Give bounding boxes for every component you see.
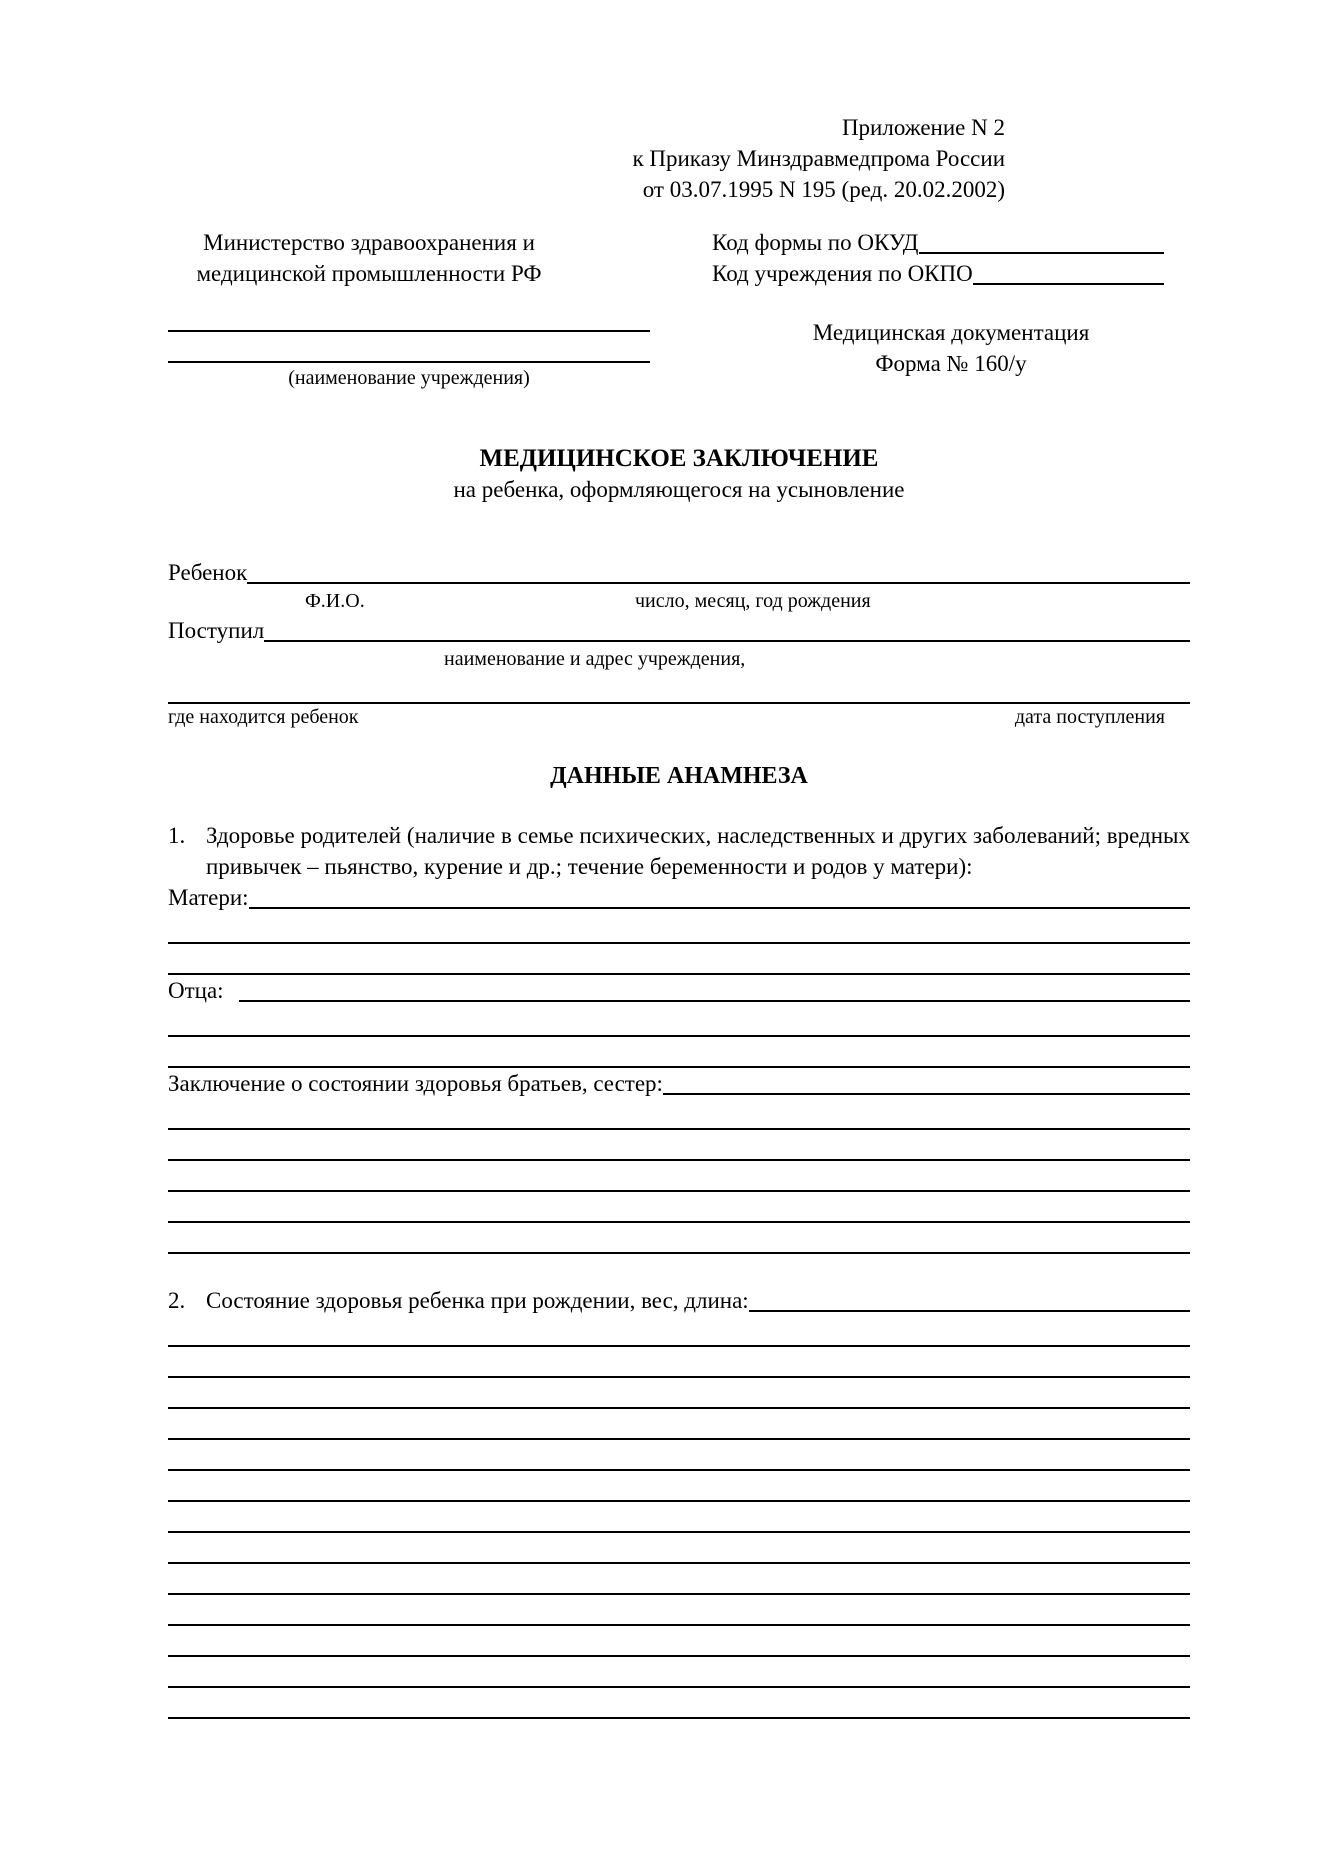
ministry-block [168, 227, 650, 391]
anamnesis-item-2 [168, 1285, 1190, 1316]
blank-write-line [168, 1471, 1190, 1502]
mother-label: Матери: [168, 885, 249, 910]
mother-write-line [249, 882, 1190, 909]
blank-write-line [168, 1161, 1190, 1192]
okpo-label: Код учреждения по ОКПО [712, 261, 973, 286]
meddoc-line-1: Медицинская документация [812, 320, 1090, 345]
ministry-line-1: Министерство здравоохранения и [203, 230, 535, 255]
anamnesis-item-1 [168, 820, 1190, 882]
child-label: Ребенок [168, 560, 248, 585]
blank-write-line [168, 1130, 1190, 1161]
appendix-line-3: от 03.07.1995 N 195 (ред. 20.02.2002) [642, 177, 1005, 202]
blank-write-line [168, 1440, 1190, 1471]
blank-write-line [168, 332, 650, 363]
institution-name-caption: (наименование учреждения) [288, 367, 530, 389]
father-health-field [168, 975, 1190, 1006]
father-write-line [239, 975, 1190, 1002]
okud-label: Код формы по ОКУД [712, 230, 919, 255]
codes-block [712, 227, 1190, 391]
blank-write-line [168, 1657, 1190, 1688]
appendix-line-2: к Приказу Минздравмедпрома России [632, 146, 1005, 171]
blank-write-line [168, 1316, 1190, 1347]
admission-date-caption: дата поступления [1014, 706, 1165, 728]
mother-health-field [168, 882, 1190, 913]
child-captions-row [168, 588, 1190, 615]
admitted-label: Поступил [168, 618, 265, 643]
admitted-write-line [264, 615, 1190, 642]
blank-write-line [168, 944, 1190, 975]
document-title: МЕДИЦИНСКОЕ ЗАКЛЮЧЕНИЕ [479, 445, 879, 472]
item-2-write-lines [168, 1316, 1190, 1719]
blank-write-line [168, 1378, 1190, 1409]
document-title-block [168, 443, 1190, 505]
blank-write-line [168, 301, 650, 332]
siblings-write-line [663, 1068, 1190, 1095]
blank-write-line [168, 1099, 1190, 1130]
blank-write-line [168, 1564, 1190, 1595]
item-2-write-line [749, 1285, 1190, 1312]
okpo-write-line [973, 258, 1164, 285]
okud-write-line [919, 227, 1165, 254]
birth-date-caption: число, месяц, год рождения [635, 590, 871, 612]
siblings-health-field [168, 1068, 1190, 1099]
okud-code-field [712, 227, 1190, 258]
institution-name-lines [168, 301, 650, 363]
child-location-caption: где находится ребенок [168, 706, 359, 728]
father-label: Отца: [168, 978, 230, 1003]
item-2-number: 2. [168, 1288, 186, 1313]
father-write-lines [168, 1006, 1190, 1068]
admitted-field [168, 615, 1190, 646]
blank-write-line [168, 1347, 1190, 1378]
blank-write-line [168, 1688, 1190, 1719]
child-name-field [168, 557, 1190, 588]
item-1-number: 1. [168, 823, 186, 848]
institution-caption: наименование и адрес учреждения, [444, 648, 746, 670]
blank-write-line [168, 1409, 1190, 1440]
form-number: Форма № 160/у [875, 351, 1027, 376]
location-captions-row [168, 704, 1190, 731]
okpo-code-field [712, 258, 1190, 289]
blank-write-line [168, 1223, 1190, 1254]
medical-documentation-label [712, 317, 1190, 379]
blank-write-line [168, 1626, 1190, 1657]
siblings-write-lines [168, 1099, 1190, 1254]
item-2-text: Состояние здоровья ребенка при рождении, вес, длина: [206, 1288, 749, 1313]
document-subtitle: на ребенка, оформляющегося на усыновление [453, 477, 905, 502]
header-row [168, 227, 1190, 391]
child-write-line [247, 557, 1190, 584]
fio-caption: Ф.И.О. [305, 590, 365, 612]
blank-write-line [168, 1533, 1190, 1564]
blank-write-line [168, 1502, 1190, 1533]
blank-write-line [168, 1192, 1190, 1223]
form-area [168, 557, 1190, 731]
section-gap [168, 1254, 1190, 1285]
item-1-text: Здоровье родителей (наличие в семье психических, наследственных и других заболеваний; вредных привычек – пьянство, курение и др.; течение беременности и родов у матери): [206, 823, 1190, 879]
siblings-label: Заключение о состоянии здоровья братьев, сестер: [168, 1071, 663, 1096]
ministry-line-2: медицинской промышленности РФ [196, 261, 542, 286]
blank-write-line [168, 1037, 1190, 1068]
appendix-note [168, 112, 1190, 205]
ministry-name [168, 227, 650, 289]
appendix-line-1: Приложение N 2 [841, 115, 1005, 140]
mother-write-lines [168, 913, 1190, 975]
blank-write-line [168, 1595, 1190, 1626]
blank-write-line [168, 913, 1190, 944]
anamnesis-heading: ДАННЫЕ АНАМНЕЗА [550, 763, 808, 789]
institution-write-line [168, 673, 1190, 704]
blank-write-line [168, 1006, 1190, 1037]
institution-caption-row [168, 646, 1190, 673]
